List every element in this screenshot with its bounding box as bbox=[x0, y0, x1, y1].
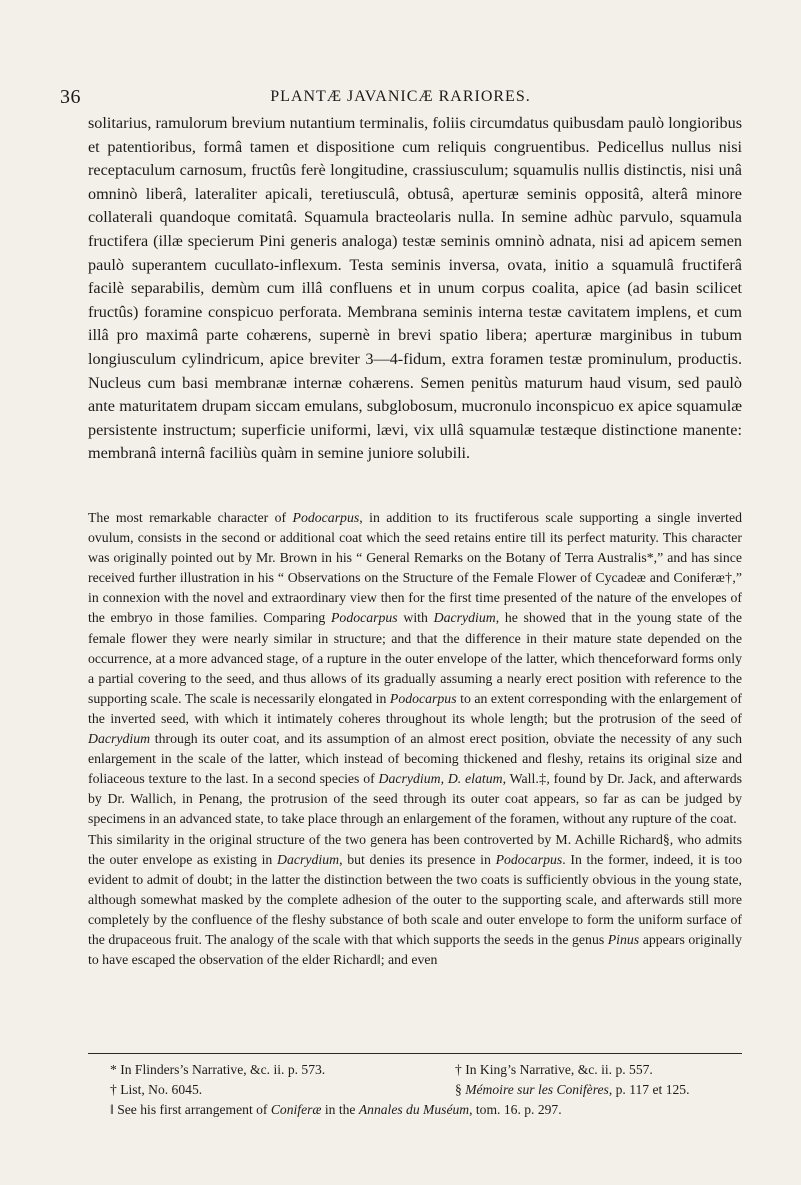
footnote-text: in the bbox=[321, 1102, 359, 1117]
taxon-name: Pinus bbox=[607, 931, 640, 947]
footnote bbox=[110, 1100, 562, 1120]
taxon-name: Podocarpus bbox=[389, 690, 457, 706]
taxon-name: Dacrydium bbox=[277, 851, 340, 867]
page-number: 36 bbox=[60, 86, 81, 108]
footnote-text: § bbox=[455, 1082, 466, 1097]
english-commentary bbox=[88, 508, 742, 970]
footnote-row bbox=[110, 1100, 750, 1120]
latin-paragraph: solitarius, ramulorum brevium nutantium terminalis, foliis circumdatus quibusdam paulò longioribus et patentioribus, formâ tamen et dispositione cum reliquis congruentibus. Pedicellus nullus nisi receptaculum carnosum, fructûs ferè longitudine, crassiusculum; squamulis nullis distinctis, nisi unâ omninò liberâ, lateraliter apicali, teretiusculâ, obtusâ, aperturæ seminis oppositâ, alterâ minore collaterali quandoque comitatâ. Squamula bracteolaris nulla. In semine adhùc parvulo, squamula fructifera (illæ specierum Pini generis analoga) testæ seminis omninò adnata, nisi ad apicem semen paulò superantem cucullato-inflexum. Testa seminis inversa, ovata, initio a squamulâ fructiferâ facilè separabilis, demùm cum illâ confluens et in unum corpus coalita, apice (ad basin scilicet fructûs) foramine conspicuo perforata. Membrana seminis interna testæ cavitatem implens, et cum illâ pro maximâ parte cohærens, supernè in brevi spatio libera; aperturæ marginibus in tubum longiusculum cylindricum, apice breviter 3—4-fidum, extra foramen testæ prominulum, productis. Nucleus cum basi membranæ internæ cohærens. Semen penitùs maturum haud visum, sed paulò ante maturitatem drupam siccam emulans, subglobosum, mucronulo inconspicuo ex apice squamulæ persistente instructum; superficie uniformi, lævi, vix ullâ squamulæ testæque distinctione manente: membranâ internâ faciliùs quàm in semine juniore solubili. bbox=[88, 114, 742, 463]
running-title: PLANTÆ JAVANICÆ RARIORES. bbox=[270, 88, 531, 105]
taxon-name: Podocarpus bbox=[495, 851, 563, 867]
text-segment: to an extent corresponding with the enlargement of the inverted seed, with which it intimately coheres throughout its whole length; but the protrusion of the seed of bbox=[88, 690, 742, 726]
text-segment: , but denies its presence in bbox=[339, 851, 496, 867]
footnote-title: Annales du Muséum bbox=[358, 1102, 470, 1117]
footnote-row bbox=[110, 1060, 750, 1080]
footnote-title: Coniferæ bbox=[270, 1102, 322, 1117]
footnote-title: Mémoire sur les Conifères bbox=[465, 1082, 609, 1097]
text-segment: appears originally to have escaped the observation of the elder Richard‖; and even bbox=[88, 931, 742, 968]
taxon-name: Dacrydium bbox=[88, 731, 151, 747]
text-segment: through its outer coat, and its assumption of an almost erect position, obviate the necessity of any such enlargement in the scale of the latter, which instead of becoming thickened and fleshy, retains its original size and foliaceous texture to the last. In a second species of bbox=[88, 731, 742, 787]
text-segment: with bbox=[397, 610, 434, 626]
taxon-name: Podocarpus bbox=[292, 510, 360, 525]
footnote: † In King’s Narrative, &c. ii. p. 557. bbox=[455, 1062, 653, 1077]
footnote-divider bbox=[88, 1053, 742, 1054]
footnote-text: ‖ See his first arrangement of bbox=[110, 1102, 271, 1117]
footnotes bbox=[110, 1060, 750, 1120]
commentary-paragraph-2 bbox=[88, 830, 742, 971]
latin-description bbox=[88, 112, 742, 466]
footnote bbox=[455, 1080, 750, 1100]
footnote: * In Flinders’s Narrative, &c. ii. p. 573. bbox=[110, 1062, 326, 1077]
taxon-name: Podocarpus bbox=[331, 610, 398, 626]
footnote-text: , tom. 16. p. 297. bbox=[469, 1102, 562, 1117]
taxon-name: Dacrydium bbox=[433, 610, 496, 626]
taxon-name: Dacrydium, D. elatum bbox=[378, 771, 503, 787]
text-segment: , in addition to its fructiferous scale supporting a single inverted ovulum, consists in the second or additional coat which the seed retains entire till its perfect maturity. This character was originally pointed out by Mr. Brown in his “ General Remarks on the Botany of Terra Australis*,” and has since received further illustration in his “ Observations on the Structure of the Female Flower of Cycadeæ and Coniferæ†,” in connexion with the novel and extraordinary view then for the first time presented of the nature of the envelopes of the embryo in those families. Comparing bbox=[88, 510, 742, 626]
text-segment: . In the former, indeed, it is too evident to admit of doubt; in the latter the distinction between the two coats is sufficiently obvious in the young state, although somewhat masked by the complete adhesion of the outer to the supporting scale, and afterwards still more completely by the confluence of the fleshy substance of both scale and outer envelope to form the uniform surface of the drupaceous fruit. The analogy of the scale with that which supports the seeds in the genus bbox=[88, 851, 742, 947]
footnote: † List, No. 6045. bbox=[110, 1082, 203, 1097]
text-segment: , he showed that in the young state of the female flower they were nearly similar in structure; and that the difference in their mature state depended on the occurrence, at a more advanced stage, of a rupture in the outer envelope of the latter, which thenceforward forms only a partial covering to the seed, and thus allows of its gradually assuming a nearly erect position with reference to the supporting scale. The scale is necessarily elongated in bbox=[88, 610, 742, 706]
text-segment: , Wall.‡, found by Dr. Jack, and afterwards by Dr. Wallich, in Penang, the protrusion of the seed through its outer coat appears, so far as can be judged by specimens in an advanced state, to take place through an enlargement of the foramen, without any rupture of the coat. bbox=[88, 771, 743, 827]
text-segment: This similarity in the original structure of the two genera has been controverted by M. Achille Richard§, who admits the outer envelope as existing in bbox=[88, 831, 742, 867]
footnote-row bbox=[110, 1080, 750, 1100]
text-segment: The most remarkable character of bbox=[88, 510, 293, 525]
footnote-text: , p. 117 et 125. bbox=[608, 1082, 690, 1097]
commentary-paragraph-1 bbox=[88, 508, 742, 830]
